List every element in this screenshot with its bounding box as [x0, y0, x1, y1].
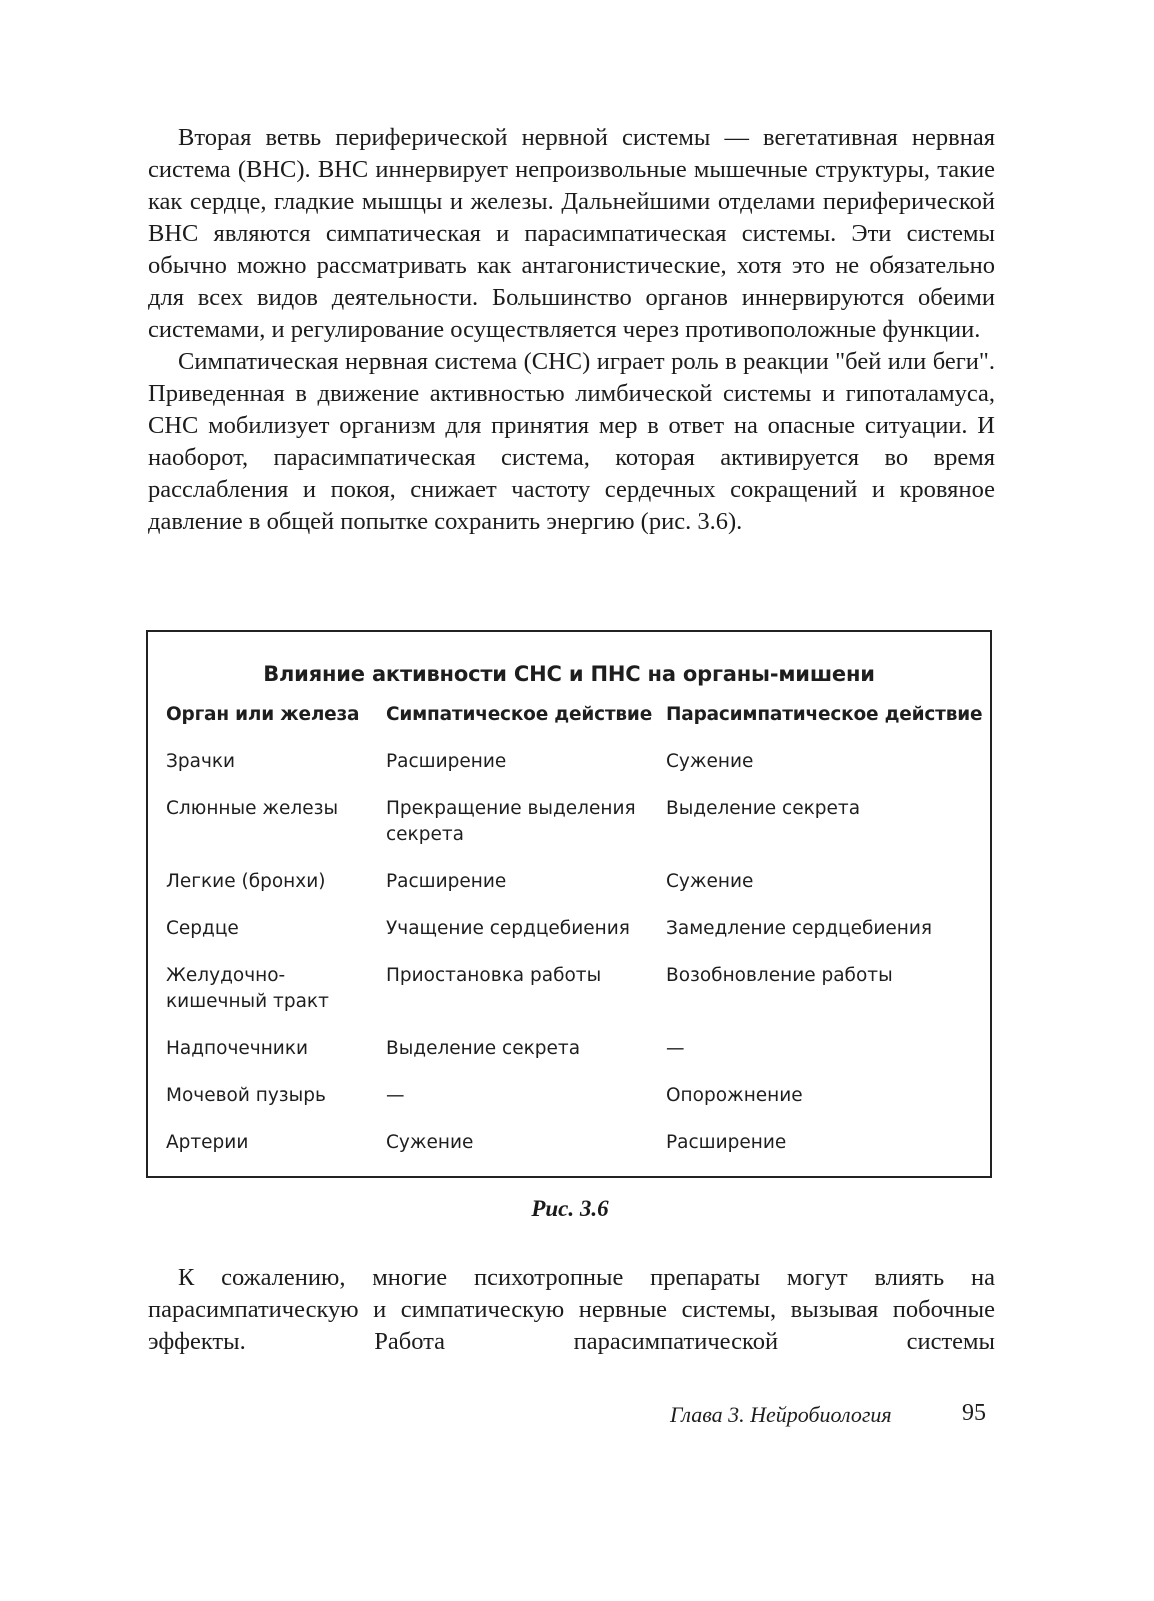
table-cell: Сужение: [386, 1132, 474, 1153]
table-cell: Учащение сердцебиения: [386, 918, 630, 939]
paragraph: К сожалению, многие психотропные препараты могут влиять на парасимпатическую и симпатическую нервные системы, вызывая побочные эффекты. Работа парасимпатической системы: [148, 1264, 995, 1355]
table-cell: Расширение: [386, 751, 507, 772]
table-cell: Выделение секрета: [666, 798, 861, 819]
paragraph: Вторая ветвь периферической нервной системы — вегетативная нервная система (ВНС). ВНС иннервирует непроизвольные мышечные структуры, такие как сердце, гладкие мышцы и железы. Дальнейшими отделами периферической ВНС являются симпатическая и парасимпатическая системы. Эти системы обычно можно рассматривать как антагонистические, хотя это не обязательно для всех видов деятельности. Большинство органов иннервируются обеими системами, и регулирование осуществляется через противоположные функции.: [148, 124, 995, 343]
table-cell: Прекращение выделения секрета: [386, 798, 636, 845]
table-cell: Расширение: [386, 871, 507, 892]
table-cell: Артерии: [166, 1132, 249, 1153]
table-header-cell: Орган или железа: [166, 704, 360, 725]
table-header-cell: Парасимпатическое действие: [666, 704, 983, 725]
page-number: 95: [962, 1400, 986, 1426]
table-cell: Легкие (бронхи): [166, 871, 326, 892]
table-cell: Сужение: [666, 871, 754, 892]
body-text-bottom: [148, 1262, 995, 1358]
table-header-cell: Симпатическое действие: [386, 704, 653, 725]
table-cell: Надпочечники: [166, 1038, 309, 1059]
table-cell: Мочевой пузырь: [166, 1085, 326, 1106]
table-cell: Желудочно-кишечный тракт: [166, 965, 329, 1012]
table-cell: Сужение: [666, 751, 754, 772]
table-cell: Зрачки: [166, 751, 236, 772]
table-cell: Опорожнение: [666, 1085, 803, 1106]
figure-table: [146, 630, 992, 1178]
table-cell: Приостановка работы: [386, 965, 602, 986]
table-cell: Выделение секрета: [386, 1038, 581, 1059]
table-cell: —: [386, 1085, 405, 1106]
body-text-top: [148, 122, 995, 538]
table-cell: Возобновление работы: [666, 965, 893, 986]
paragraph: Симпатическая нервная система (СНС) играет роль в реакции "бей или беги". Приведенная в движение активностью лимбической системы и гипоталамуса, СНС мобилизует организм для принятия мер в ответ на опасные ситуации. И наоборот, парасимпатическая система, которая активируется во время расслабления и покоя, снижает частоту сердечных сокращений и кровяное давление в общей попытке сохранить энергию (рис. 3.6).: [148, 348, 995, 535]
table-cell: Замедление сердцебиения: [666, 918, 933, 939]
figure-caption: Рис. 3.6: [531, 1196, 609, 1221]
figure-title: Влияние активности СНС и ПНС на органы-мишени: [263, 662, 875, 686]
table-cell: Слюнные железы: [166, 798, 339, 819]
table-cell: Расширение: [666, 1132, 787, 1153]
table-cell: Сердце: [166, 918, 239, 939]
running-footer-chapter: Глава 3. Нейробиология: [670, 1402, 892, 1427]
table-cell: —: [666, 1038, 685, 1059]
